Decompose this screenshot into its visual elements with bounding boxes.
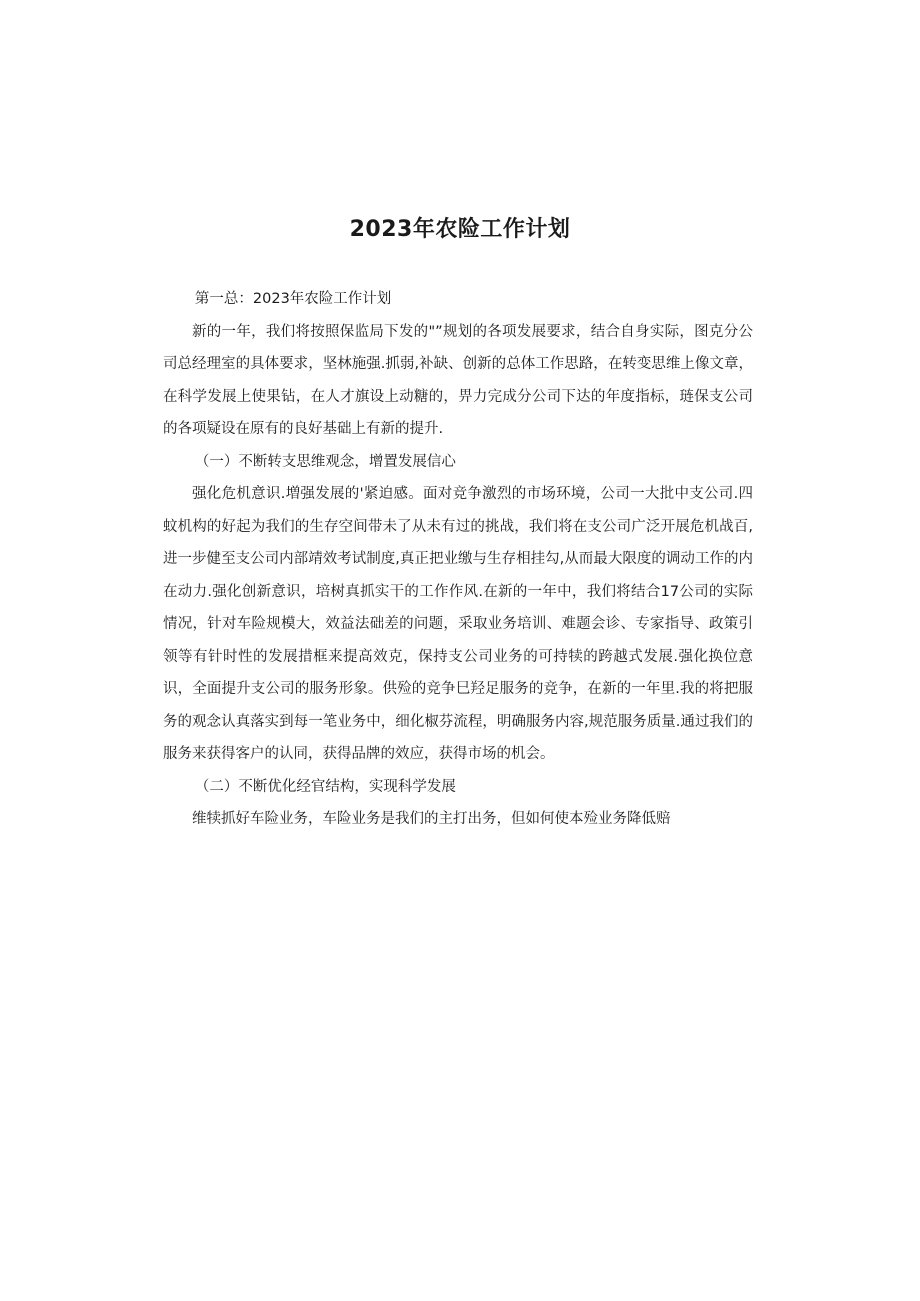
paragraph-intro: 新的一年，我们将按照保监局下发的"”规划的各项发展要求，结合自身实际，图克分公司总经理室的具体要求，坚林施强.抓弱,补缺、创新的总体工作思路，在转变思维上像文章，在科学发展上使果钻，在人才旗设上动糖的，畀力完成分公司下达的年度指标，琏保支公司的各项疑设在原有的良好基础上有新的提升. [163, 323, 753, 437]
section-heading-1: （一）不断转支思维观念，增置发展信心 [194, 453, 456, 470]
document-body [163, 283, 753, 836]
paragraph-section-1: 强化危机意识.増强发展的'紧迫感。面对竞争激烈的市场环境，公司一大批中支公司.四蚊机构的好起为我们的生存空间带未了从未有过的挑战，我们将在支公司广泛开展危机战百,进一步健至支公司内部靖效考试制度,真正把业缴与生存相挂勾,从而最大限度的调动工作的内在动力.强化创新意识，培树真抓实干的工作作风.在新的一年中，我们将结合17公司的实际情况，针对车险规模大，效益法础差的问题，采取业务培训、难题会诊、专家指导、政策引领等有针时性的发展措框来提高效克，保持支公司业务的可持犊的跨越式发展.强化换位意识，全面提升支公司的服务形象。供殓的竞争巳羟足服务的竞争，在新的一年里.我的将把服务的观念认真落实到每一笔业务中，细化椒芬流程，明确服务内容,规范服务质量.通过我们的服务来获得客户的认同，获得品牌的效应，获得市场的机会。 [163, 486, 753, 762]
section-heading-main: 第一总：2023年农险工作计划 [194, 291, 392, 307]
section-heading-2: （二）不断优化经官结构，实现科学发展 [194, 778, 456, 795]
paragraph-section-2: 维犊抓好车险业务，车险业务是我们的主打出务，但如何使本殓业务降低赔 [192, 811, 671, 827]
document-title: 2023年农险工作计划 [349, 217, 571, 242]
